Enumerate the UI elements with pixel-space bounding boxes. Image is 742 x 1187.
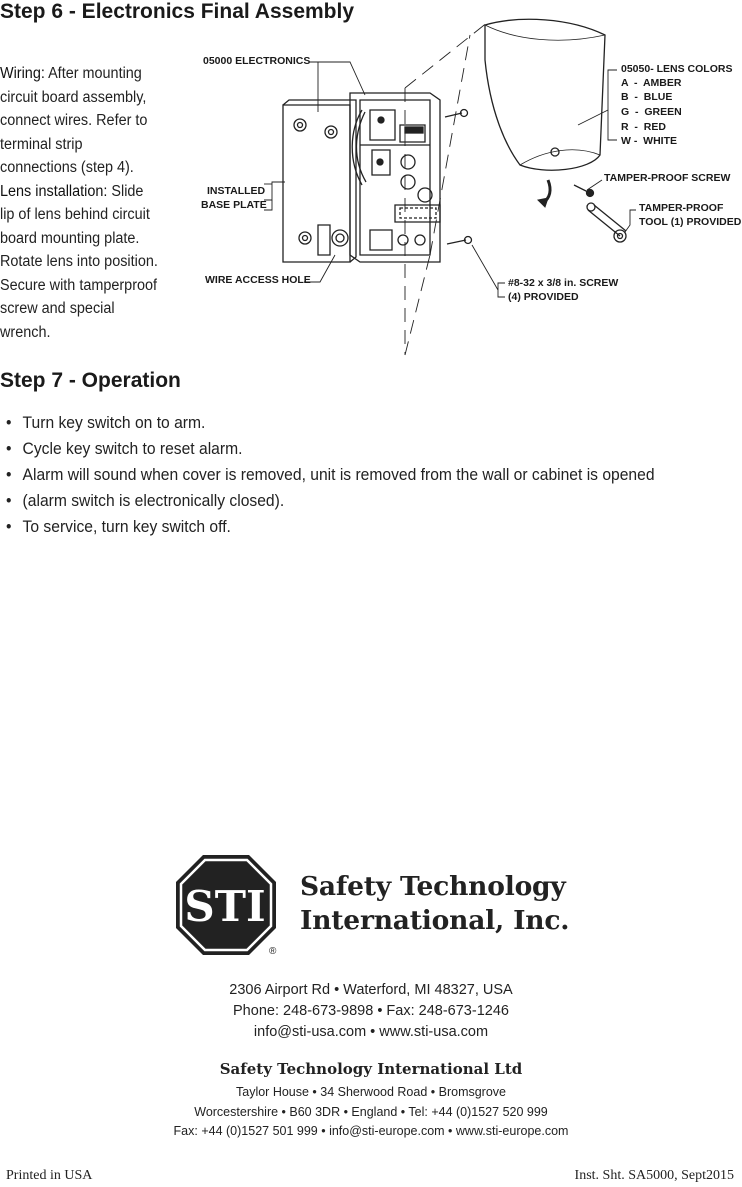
tamper-screw-drawing — [574, 185, 594, 197]
wiring-lead: Wiring: — [0, 65, 45, 82]
list-item: • Alarm will sound when cover is removed, unit is removed from the wall or cabinet is opened — [6, 462, 722, 487]
tamper-tool-label-line1: TAMPER-PROOF — [639, 202, 724, 214]
registered-mark: ® — [269, 946, 277, 957]
base-plate-drawing — [283, 100, 356, 262]
mounting-screws-drawing — [445, 110, 472, 245]
electronics-label: 05000 ELECTRONICS — [203, 55, 311, 67]
lens-color-amber: A - AMBER — [621, 77, 682, 89]
us-address-block — [0, 980, 742, 1043]
lens-color-red: R - RED — [621, 121, 666, 133]
us-address: 2306 Airport Rd • Waterford, MI 48327, USA — [229, 982, 513, 998]
screw-label-line2: (4) PROVIDED — [508, 291, 579, 303]
uk-address-line2: Worcestershire • B60 3DR • England • Tel: +44 (0)1527 520 999 — [194, 1104, 548, 1119]
uk-address-line3: Fax: +44 (0)1527 501 999 • info@sti-europe.com • www.sti-europe.com — [173, 1124, 569, 1138]
instruction-sheet-id: Inst. Sht. SA5000, Sept2015 — [574, 1168, 734, 1183]
screw-label-line1: #8-32 x 3/8 in. SCREW — [508, 277, 619, 289]
operation-list — [6, 410, 706, 540]
sti-logo — [172, 853, 280, 961]
list-item: • Cycle key switch to reset alarm. — [6, 436, 722, 461]
list-item: • Turn key switch on to arm. — [6, 410, 722, 435]
lens-drawing — [485, 19, 605, 170]
lens-color-white: W - WHITE — [621, 135, 677, 147]
list-item-continuation: • (alarm switch is electronically closed). — [6, 488, 722, 513]
uk-address-line1: Taylor House • 34 Sherwood Road • Bromsgrove — [236, 1085, 506, 1099]
tamper-screw-label: TAMPER-PROOF SCREW — [604, 172, 731, 184]
printed-in: Printed in USA — [6, 1168, 93, 1183]
step6-heading: Step 6 - Electronics Final Assembly — [0, 0, 355, 23]
wire-access-hole-label: WIRE ACCESS HOLE — [205, 274, 311, 286]
dashed-projection-lines — [405, 22, 488, 355]
lens-color-blue: B - BLUE — [621, 91, 673, 103]
tamper-tool-label-line2: TOOL (1) PROVIDED — [639, 216, 742, 228]
list-item: • To service, turn key switch off. — [6, 514, 722, 539]
lens-colors-title: 05050- LENS COLORS — [621, 63, 733, 75]
tamper-tool-drawing — [587, 203, 626, 242]
company-name-line1: Safety Technology — [300, 871, 566, 902]
lens-text: Slide lip of lens behind circuit board mounting plate. Rotate lens into position. Secure with tamperproof screw and special wrench. — [0, 182, 158, 341]
us-web: info@sti-usa.com • www.sti-usa.com — [253, 1024, 489, 1040]
circuit-board-drawing — [350, 93, 440, 262]
company-name — [300, 870, 569, 938]
company-name-line2: International, Inc. — [300, 905, 570, 936]
lens-lead: Lens installation: — [0, 182, 108, 200]
base-plate-label-line2: BASE PLATE — [201, 199, 267, 211]
wiring-text: After mounting circuit board assembly, connect wires. Refer to terminal strip connections (step 4). — [0, 65, 148, 176]
ltd-company-name: Safety Technology International Ltd — [219, 1060, 523, 1078]
uk-address-block — [0, 1083, 742, 1142]
lens-color-green: G - GREEN — [621, 106, 682, 118]
base-plate-label-line1: INSTALLED — [207, 185, 266, 197]
logo-text: STI — [184, 882, 266, 931]
us-phone: Phone: 248-673-9898 • Fax: 248-673-1246 — [233, 1003, 509, 1019]
step7-heading: Step 7 - Operation — [0, 369, 181, 392]
